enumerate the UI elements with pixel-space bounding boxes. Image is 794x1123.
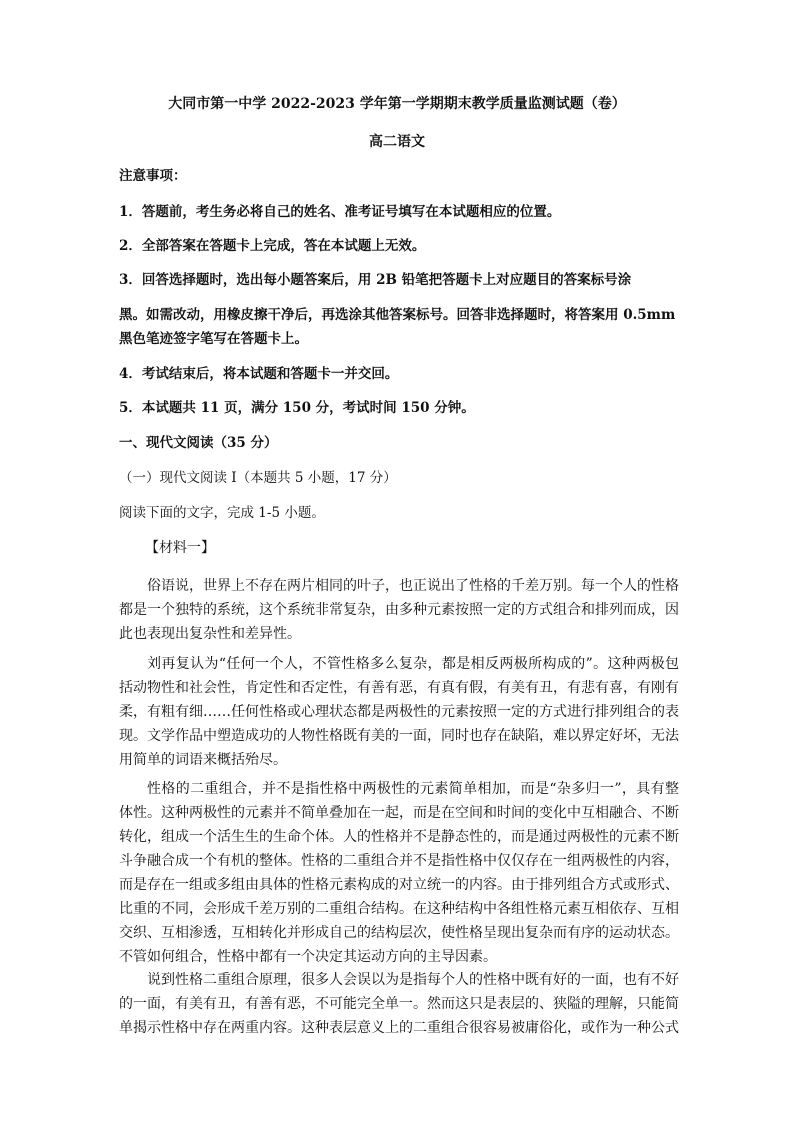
paragraph-line: 而是存在一组或多组由具体的性格元素构成的对立统一的内容。由于排列组合方式或形式、	[119, 877, 679, 893]
paragraph	[119, 652, 679, 772]
paragraph	[119, 968, 679, 1040]
paragraph	[119, 574, 679, 646]
page-title: 大同市第一中学 2022-2023 学年第一学期期末教学质量监测试题（卷）	[168, 96, 626, 112]
notice-item: 2．全部答案在答题卡上完成，答在本试题上无效。	[119, 238, 426, 254]
paragraph-line: 不管如何组合，性格中都有一个决定其运动方向的主导因素。	[119, 949, 497, 965]
paragraph-line: 都是一个独特的系统，这个系统非常复杂，由多种元素按照一定的方式组合和排列而成，因	[119, 602, 679, 618]
paragraph-line: 体性。这种两极性的元素并不简单叠加在一起，而是在空间和时间的变化中互相融合、不断	[119, 805, 679, 821]
paragraph	[119, 777, 679, 969]
notice-item: 3．回答选择题时，选出每小题答案后，用 2B 铅笔把答题卡上对应题目的答案标号涂	[119, 272, 632, 288]
instruction-text: 阅读下面的文字，完成 1-5 小题。	[119, 505, 325, 521]
paragraph-line: 转化，组成一个活生生的生命个体。人的性格并不是静态性的，而是通过两极性的元素不断	[119, 829, 679, 845]
paragraph-line: 现。文学作品中塑造成功的人物性格既有美的一面，同时也存在缺陷，难以界定好坏，无法	[119, 728, 679, 744]
page-subtitle: 高二语文	[369, 134, 425, 150]
notice-item: 1．答题前，考生务必将自己的姓名、准考证号填写在本试题相应的位置。	[119, 204, 561, 220]
notice-heading: 注意事项：	[119, 168, 187, 184]
paragraph-line: 斗争融合成一个有机的整体。性格的二重组合并不是指性格中仅仅存在一组两极性的内容，	[119, 853, 679, 869]
paragraph-line: 俗语说，世界上不存在两片相同的叶子，也正说出了性格的千差万别。每一个人的性格	[147, 578, 679, 594]
section-heading: 一、现代文阅读（35 分）	[119, 435, 278, 451]
notice-item: 黑色笔迹签字笔写在答题卡上。	[119, 331, 308, 347]
paragraph-line: 说到性格二重组合原理，很多人会误以为是指每个人的性格中既有好的一面，也有不好	[147, 972, 679, 988]
paragraph-line: 比重的不同，会形成千差万别的二重组合结构。在这种结构中各组性格元素互相依存、互相	[119, 901, 679, 917]
paragraph-line: 的一面，有美有丑，有善有恶，不可能完全单一。然而这只是表层的、狭隘的理解，只能简	[119, 996, 679, 1012]
notice-item: 4．考试结束后，将本试题和答题卡一并交回。	[119, 366, 399, 382]
paragraph-line: 用简单的词语来概括殆尽。	[119, 752, 287, 768]
paragraph-line: 刘再复认为“任何一个人，不管性格多么复杂，都是相反两极所构成的”。这种两极包	[147, 656, 679, 672]
paragraph-line: 柔，有粗有细……任何性格或心理状态都是两极性的元素按照一定的方式进行排列组合的表	[119, 704, 679, 720]
paragraph-line: 交织、互相渗透，互相转化并形成自己的结构层次，使性格呈现出复杂而有序的运动状态。	[119, 925, 679, 941]
notice-item: 5．本试题共 11 页，满分 150 分，考试时间 150 分钟。	[119, 400, 475, 416]
paragraph-line: 此也表现出复杂性和差异性。	[119, 626, 301, 642]
paragraph-line: 性格的二重组合，并不是指性格中两极性的元素简单相加，而是“杂多归一”，具有整	[147, 781, 679, 797]
notice-item: 黑。如需改动，用橡皮擦干净后，再选涂其他答案标号。回答非选择题时，将答案用 0.5mm	[119, 307, 676, 323]
paragraph-line: 单揭示性格中存在两重内容。这种表层意义上的二重组合很容易被庸俗化，或作为一种公式	[119, 1020, 679, 1036]
material-label: 【材料一】	[145, 540, 215, 556]
subsection-heading: （一）现代文阅读 I（本题共 5 小题，17 分）	[119, 470, 397, 486]
paragraph-line: 括动物性和社会性，肯定性和否定性，有善有恶，有真有假，有美有丑，有悲有喜，有刚有	[119, 680, 679, 696]
